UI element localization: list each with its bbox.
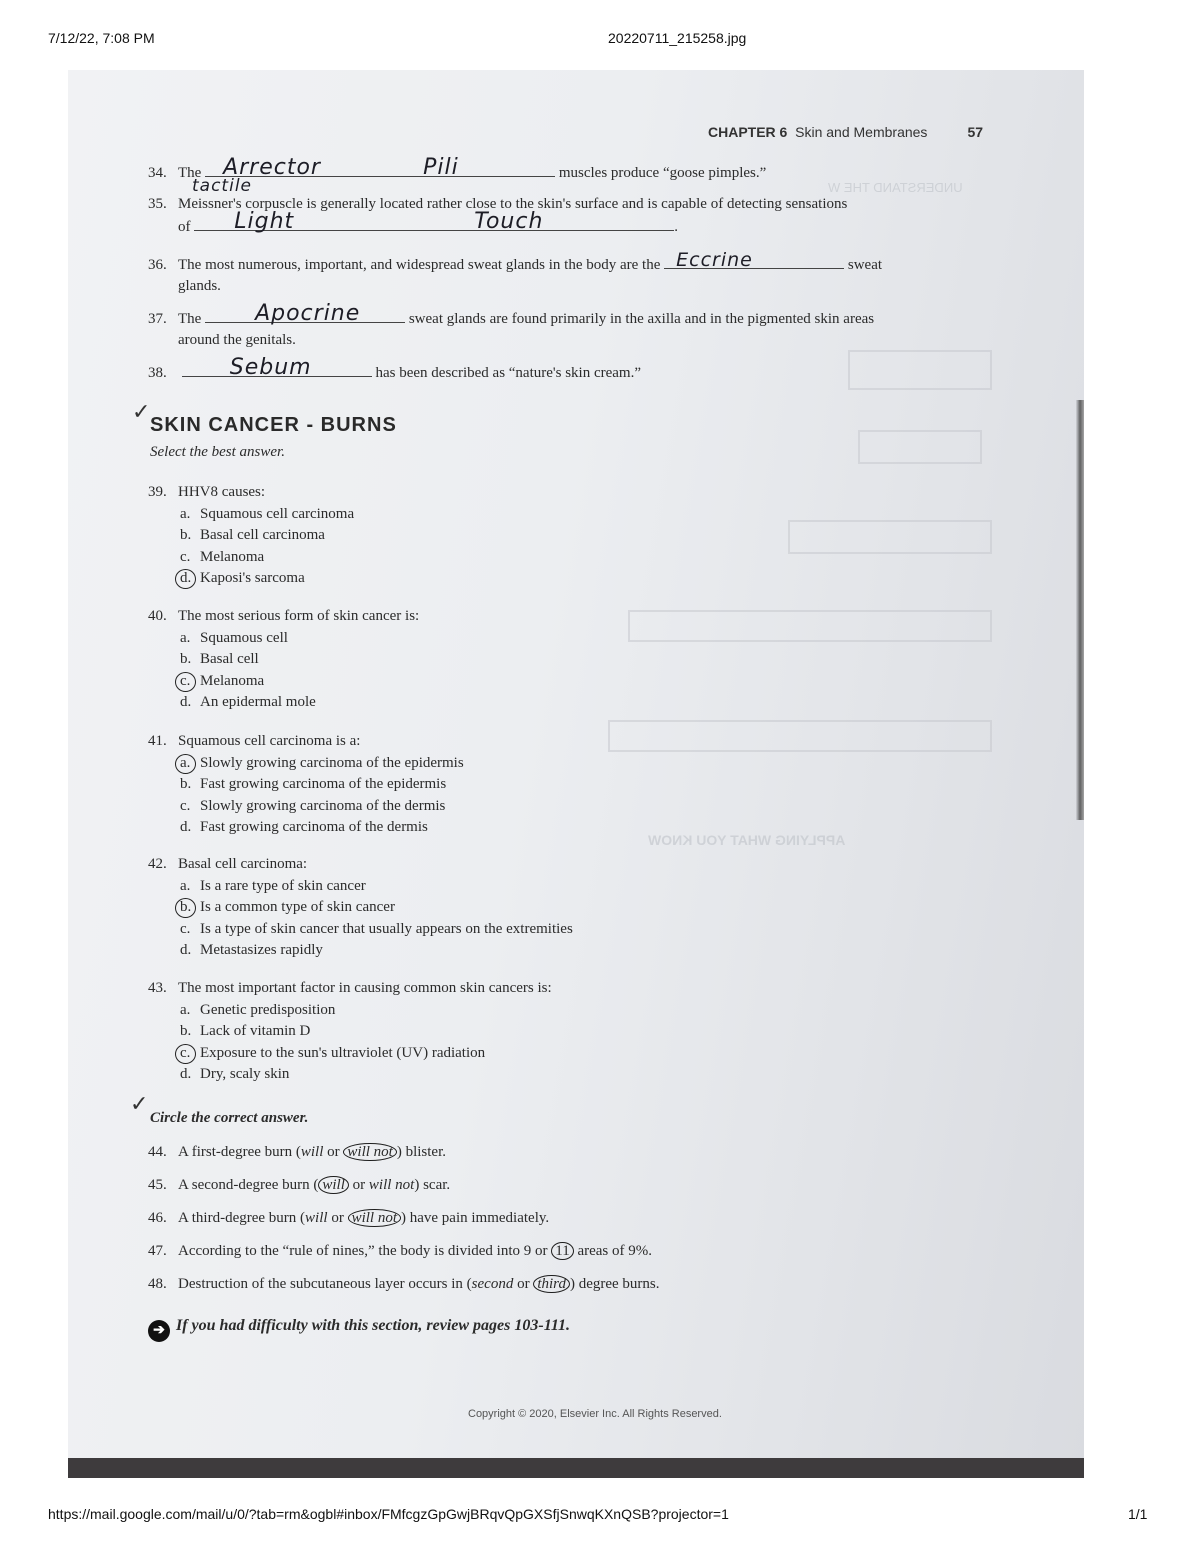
multiple-choice-question	[148, 482, 354, 590]
choice-option-circled[interactable]: 11	[551, 1242, 573, 1260]
answer-option-selected[interactable]	[148, 568, 354, 590]
option-letter: d.	[180, 942, 192, 958]
question-number: 38.	[148, 365, 167, 381]
answer-option-selected[interactable]	[148, 671, 419, 693]
option-letter: b.	[180, 899, 192, 915]
question-stem: The most serious form of skin cancer is:	[178, 608, 420, 624]
option-letter: a.	[180, 877, 191, 894]
answer-option-selected[interactable]	[148, 1043, 552, 1065]
question-number: 36.	[148, 257, 167, 273]
answer-option[interactable]	[148, 504, 354, 526]
multiple-choice-question	[148, 606, 419, 714]
question-stem: HHV8 causes:	[178, 484, 266, 500]
circled-answer-mark	[175, 898, 196, 918]
option-letter: a.	[180, 629, 191, 646]
question-text: areas of 9%.	[573, 1243, 653, 1259]
option-text: Squamous cell	[200, 629, 288, 646]
answer-option-selected[interactable]	[148, 897, 573, 919]
page-edge-shadow	[1076, 400, 1084, 820]
option-text: Basal cell	[200, 651, 259, 667]
multiple-choice-question	[148, 854, 573, 962]
choice-option[interactable]: second	[471, 1276, 514, 1292]
question-text: Meissner's corpuscle is generally located rather close to the skin's surface and is capable of detecting sensations	[178, 196, 848, 212]
question-number: 40.	[148, 608, 167, 624]
question-text: Destruction of the subcutaneous layer occurs in (	[178, 1276, 472, 1292]
question-text: ) have pain immediately.	[401, 1210, 550, 1226]
choice-option[interactable]: will	[305, 1210, 328, 1226]
answer-blank[interactable]	[205, 301, 405, 326]
answer-blank[interactable]	[444, 209, 674, 234]
print-url: https://mail.google.com/mail/u/0/?tab=rm&ogbl#inbox/FMfcgzGpGwjBRqvQpGXSfjSnwqKXnQSB?projector=1	[48, 1506, 729, 1522]
bleed-through-decoration	[628, 610, 992, 642]
handwritten-answer: Light	[234, 209, 295, 234]
chapter-header	[708, 124, 983, 140]
chapter-number: CHAPTER 6	[708, 124, 788, 140]
multiple-choice-question	[148, 731, 464, 839]
circled-answer-mark	[175, 672, 196, 692]
option-letter: c.	[180, 1044, 191, 1061]
question-text: or	[531, 1243, 552, 1259]
handwritten-answer: Arrector	[223, 155, 321, 180]
choice-option-circled[interactable]: will	[318, 1176, 349, 1194]
question-number: 48.	[148, 1276, 167, 1292]
answer-option[interactable]	[148, 919, 573, 941]
question-text: ) scar.	[414, 1177, 451, 1193]
question-text: The	[178, 311, 202, 327]
circled-answer-mark	[175, 569, 196, 589]
question-number: 34.	[148, 165, 167, 181]
option-letter: d.	[180, 570, 192, 586]
answer-option[interactable]	[148, 774, 464, 796]
chapter-title: Skin and Membranes	[795, 124, 928, 140]
question-text: The most numerous, important, and widespread sweat glands in the body are the	[178, 257, 661, 273]
option-letter: b.	[180, 651, 192, 667]
circled-answer-mark	[175, 754, 196, 774]
option-text: Metastasizes rapidly	[200, 942, 323, 958]
answer-option[interactable]	[148, 796, 464, 818]
answer-blank[interactable]	[664, 249, 844, 271]
print-page-count: 1/1	[1128, 1506, 1148, 1522]
question-number: 35.	[148, 196, 167, 212]
option-letter: c.	[180, 548, 191, 565]
option-text: Fast growing carcinoma of the epidermis	[200, 776, 447, 792]
question-number: 44.	[148, 1144, 167, 1160]
question-number: 37.	[148, 311, 167, 327]
handwritten-answer: Apocrine	[255, 301, 361, 326]
arrow-right-icon: ➔	[148, 1320, 170, 1342]
answer-blank[interactable]	[205, 155, 385, 180]
choice-option[interactable]: will not	[368, 1177, 415, 1193]
question-text: of	[178, 219, 191, 235]
question-stem: Basal cell carcinoma:	[178, 856, 308, 872]
question-text: or	[348, 1177, 369, 1193]
bleed-through-decoration	[848, 350, 992, 390]
bleed-through-decoration: UNDERSTAND THE W	[828, 180, 963, 195]
question-text: around the genitals.	[178, 332, 296, 348]
option-letter: d.	[180, 694, 192, 710]
answer-blank[interactable]	[385, 155, 555, 180]
answer-option[interactable]	[148, 547, 354, 569]
question-text: ) degree burns.	[569, 1276, 660, 1292]
answer-option[interactable]	[148, 525, 354, 547]
bleed-through-decoration	[858, 430, 982, 464]
answer-option[interactable]	[148, 817, 464, 839]
fill-in-question-continued	[178, 209, 678, 237]
question-number: 39.	[148, 484, 167, 500]
section-title: SKIN CANCER - BURNS	[150, 414, 397, 436]
fill-in-question-continued	[178, 276, 221, 296]
option-text: Fast growing carcinoma of the dermis	[200, 819, 428, 835]
bleed-through-decoration	[608, 720, 992, 752]
question-number: 42.	[148, 856, 167, 872]
option-letter: c.	[180, 797, 191, 814]
question-text: .	[674, 219, 678, 235]
question-text: The	[178, 165, 202, 181]
question-number: 47.	[148, 1243, 167, 1259]
option-text: Basal cell carcinoma	[200, 527, 325, 543]
circle-question	[148, 1175, 450, 1195]
option-letter: d.	[180, 819, 192, 835]
photo-background-edge	[68, 1458, 1084, 1478]
handwritten-answer: Sebum	[229, 355, 312, 380]
circled-answer-mark	[175, 1044, 196, 1064]
choice-option[interactable]: 9	[523, 1243, 532, 1259]
question-text: A first-degree burn (	[178, 1144, 301, 1160]
review-note	[148, 1317, 570, 1342]
option-text: Genetic predisposition	[200, 1001, 336, 1018]
copyright-notice: Copyright © 2020, Elsevier Inc. All Rights Reserved.	[468, 1408, 722, 1420]
choice-option[interactable]: will	[300, 1144, 324, 1160]
question-text: or	[323, 1144, 344, 1160]
option-text: An epidermal mole	[200, 694, 316, 710]
handwritten-answer: Touch	[474, 209, 544, 234]
page-number: 57	[967, 124, 984, 140]
question-text: or	[513, 1276, 534, 1292]
question-text: glands.	[178, 278, 221, 294]
answer-option[interactable]	[148, 649, 419, 671]
answer-option[interactable]	[148, 1000, 552, 1022]
choice-option-circled[interactable]: will not	[348, 1209, 401, 1227]
handwritten-answer: Pili	[423, 155, 459, 180]
circle-question	[148, 1241, 652, 1261]
question-text: A second-degree burn (	[178, 1177, 319, 1193]
print-file-name: 20220711_215258.jpg	[608, 30, 747, 46]
worksheet-photo	[68, 70, 1084, 1478]
circle-question	[148, 1274, 660, 1294]
option-letter: b.	[180, 527, 192, 543]
question-text: A third-degree burn (	[178, 1210, 306, 1226]
question-text: According to the “rule of nines,” the body is divided into	[178, 1243, 524, 1259]
circle-question	[148, 1208, 549, 1228]
answer-option[interactable]	[148, 940, 573, 962]
fill-in-question	[148, 355, 642, 383]
check-mark-icon: ✓	[130, 1092, 149, 1117]
option-text: Melanoma	[200, 672, 265, 689]
handwritten-answer: Eccrine	[676, 249, 753, 271]
option-letter: a.	[180, 505, 191, 522]
option-text: Is a common type of skin cancer	[200, 899, 395, 915]
option-text: Is a type of skin cancer that usually appears on the extremities	[200, 920, 573, 937]
answer-option[interactable]	[148, 628, 419, 650]
answer-option[interactable]	[148, 1021, 552, 1043]
answer-option[interactable]	[148, 876, 573, 898]
option-letter: b.	[180, 776, 192, 792]
circle-question	[148, 1142, 446, 1162]
question-number: 41.	[148, 733, 167, 749]
check-mark-icon: ✓	[132, 400, 151, 425]
option-letter: a.	[180, 754, 191, 771]
option-text: Slowly growing carcinoma of the epidermis	[200, 754, 464, 771]
circle-section-instruction: Circle the correct answer.	[150, 1110, 309, 1126]
section-instruction: Select the best answer.	[150, 444, 285, 460]
bleed-through-decoration: APPLYING WHAT YOU KNOW	[648, 832, 846, 848]
fill-in-question	[148, 301, 875, 329]
question-text: muscles produce “goose pimples.”	[558, 165, 767, 181]
option-text: Melanoma	[200, 548, 265, 565]
question-text: or	[327, 1210, 348, 1226]
answer-blank[interactable]	[182, 355, 372, 380]
answer-blank[interactable]	[194, 209, 444, 234]
option-letter: c.	[180, 672, 191, 689]
option-text: Exposure to the sun's ultraviolet (UV) radiation	[200, 1044, 486, 1061]
fill-in-question-continued	[178, 330, 296, 350]
choice-option-circled[interactable]: will not	[343, 1143, 396, 1161]
question-text: sweat	[847, 257, 883, 273]
option-letter: a.	[180, 1001, 191, 1018]
option-text: Is a rare type of skin cancer	[200, 877, 366, 894]
option-text: Squamous cell carcinoma	[200, 505, 355, 522]
question-number: 43.	[148, 980, 167, 996]
review-note-text: If you had difficulty with this section, review pages 103-111.	[176, 1317, 570, 1334]
option-text: Slowly growing carcinoma of the dermis	[200, 797, 446, 814]
answer-option[interactable]	[148, 1064, 552, 1086]
question-number: 45.	[148, 1177, 167, 1193]
question-text: sweat glands are found primarily in the axilla and in the pigmented skin areas	[408, 311, 875, 327]
option-letter: c.	[180, 920, 191, 937]
choice-option-circled[interactable]: third	[533, 1275, 570, 1293]
question-stem: Squamous cell carcinoma is a:	[178, 733, 361, 749]
bleed-through-decoration	[788, 520, 992, 554]
answer-option[interactable]	[148, 692, 419, 714]
option-text: Lack of vitamin D	[200, 1023, 311, 1039]
question-stem: The most important factor in causing common skin cancers is:	[178, 980, 552, 996]
answer-option-selected[interactable]	[148, 753, 464, 775]
option-letter: d.	[180, 1066, 192, 1082]
question-number: 46.	[148, 1210, 167, 1226]
multiple-choice-question	[148, 978, 552, 1086]
handwritten-annotation: tactile	[192, 176, 253, 196]
print-date: 7/12/22, 7:08 PM	[48, 30, 155, 46]
option-text: Kaposi's sarcoma	[200, 570, 305, 586]
option-letter: b.	[180, 1023, 192, 1039]
question-text: ) blister.	[396, 1144, 446, 1160]
fill-in-question	[148, 249, 883, 275]
question-text: has been described as “nature's skin cream.”	[375, 365, 642, 381]
option-text: Dry, scaly skin	[200, 1066, 290, 1082]
